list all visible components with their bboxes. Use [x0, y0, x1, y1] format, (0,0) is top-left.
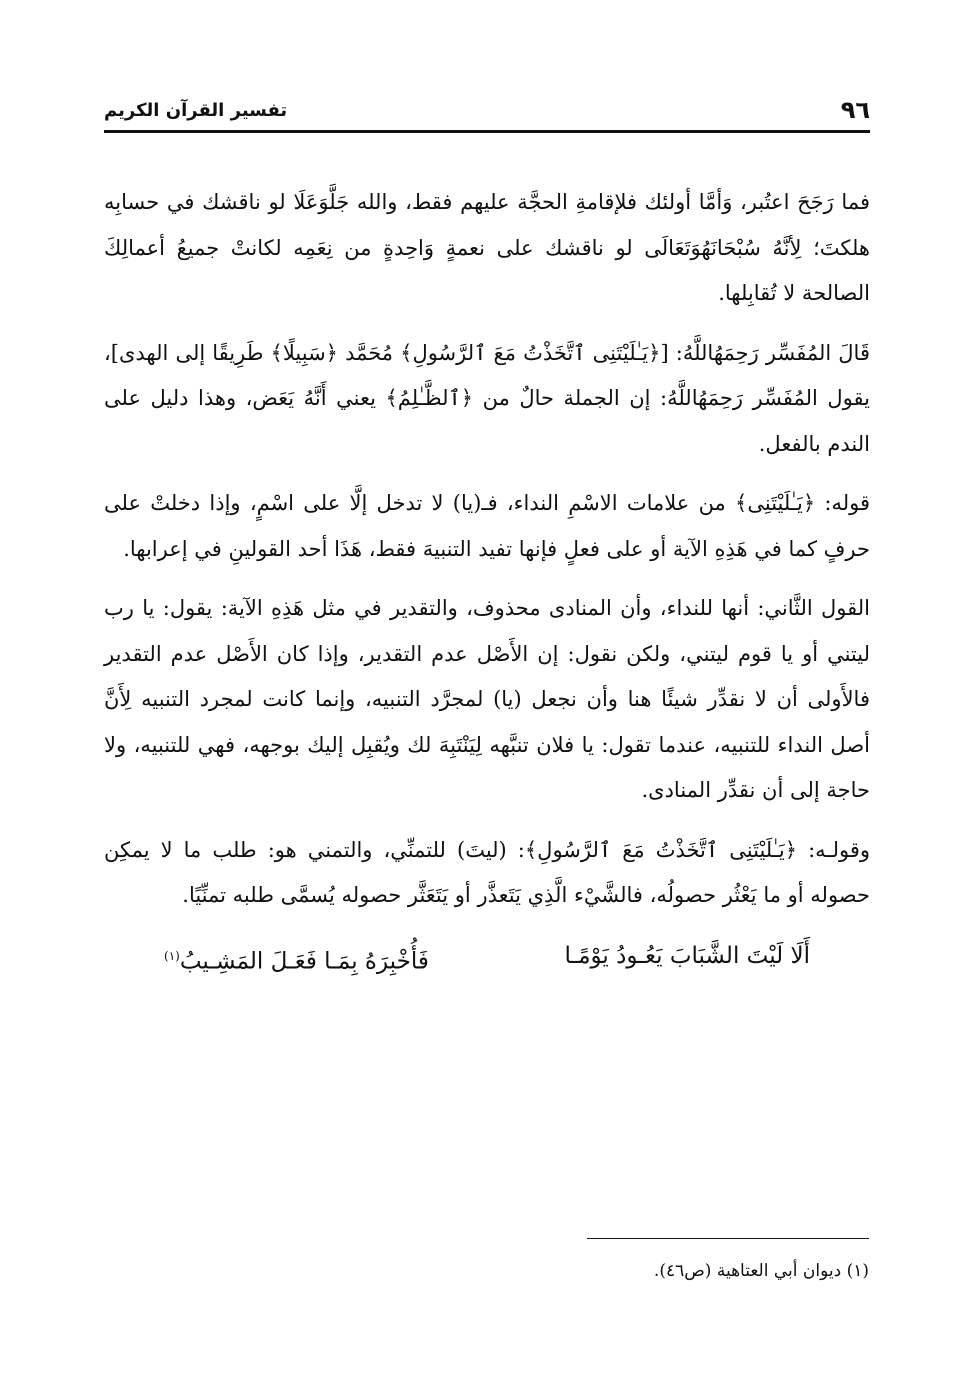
verse-second-hemistich-text: فَأُخْبِرَهُ بِمَـا فَعَـلَ المَشِـيبُ: [179, 948, 429, 975]
page-number: ٩٦: [840, 96, 870, 124]
paragraph-1: فما رَجَحَ اعتُبر، وَأمَّا أولئك فلإقامةِ الحجَّة عليهم فقط، والله جَلَّوَعَلَا لو ناقشك في حسابِه هلكتَ؛ لِأنَّهُ سُبْحَانَهُوَتَعَالَى لو ناقشك على نعمةٍ وَاحِدةٍ من نِعَمِه لكانتْ جميعُ أعمالِكَ الصالحة لا تُقابِلها.: [104, 190, 870, 305]
footnote-marker: (١): [164, 948, 180, 963]
verse-first-hemistich: أَلَا لَيْتَ الشَّبَابَ يَعُـودُ يَوْمًـا: [564, 942, 810, 969]
poetry-verse: [164, 933, 810, 985]
footnote-1: (١) ديوان أبي العتاهية (ص٤٦).: [653, 1261, 869, 1281]
paragraph-5: وقولـه: ﴿يَـٰلَيْتَنِى ٱتَّخَذْتُ مَعَ ٱلرَّسُولِ﴾: (ليتَ) للتمنِّي، والتمني هو: طلب ما لا يمكِن حصوله أو ما يَعْثُر حصولُه، فالشَّيْء الَّذِي يَتَعذَّر أو يَتَعَثَّر حصوله يُسمَّى طلبه تمنِّيًا.: [104, 837, 870, 907]
body-text: [104, 180, 870, 984]
paragraph-4: القول الثَّاني: أنها للنداء، وأن المنادى محذوف، والتقدير في مثل هَذِهِ الآية: يقول: يا رب ليتني أو يا قوم ليتني، ولكن نقول: إن الأَصْل عدم التقدير، وإذا كان الأَصْل عدم التقدير فالأَولى أن لا نقدِّر شيئًا هنا وأن نجعل (يا) لمجرَّد التنبيه، وإنما كانت لمجرد التنبيه لِأَنَّ أصل النداء للتنبيه، عندما تقول: يا فلان تنبَّهه لِيَنْتَبِهَ لك ويُقبِل إليك بوجهه، فهي للتنبيه، ولا حاجة إلى أن نقدِّر المنادى.: [104, 596, 870, 802]
footnote-divider: [587, 1238, 869, 1239]
book-title: تفسير القرآن الكريم: [104, 100, 288, 121]
page-header: [104, 96, 870, 133]
verse-second-hemistich: [164, 933, 429, 985]
paragraph-2: قَالَ المُفَسِّر رَحِمَهُاللَّهُ: [﴿يَـٰلَيْتَنِى ٱتَّخَذْتُ مَعَ ٱلرَّسُولِ﴾ مُحَمَّد ﴿سَبِيلًا﴾ طَرِيقًا إلى الهدى]، يقول المُفَسِّر رَحِمَهُاللَّهُ: إن الجملة حالٌ من ﴿ٱلظَّـٰلِمُ﴾ يعني أَنَّهُ يَعَض، وهذا دليل على الندم بالفعل.: [104, 340, 870, 456]
paragraph-3: قوله: ﴿يَـٰلَيْتَنِى﴾ من علامات الاسْمِ النداء، فـ(يا) لا تدخل إلَّا على اسْمٍ، وإذا دخلتْ على حرفٍ كما في هَذِهِ الآية أو على فعلٍ فإنها تفيد التنبيهَ فقط، هَذَا أحد القولينِ في إعرابها.: [104, 491, 870, 561]
